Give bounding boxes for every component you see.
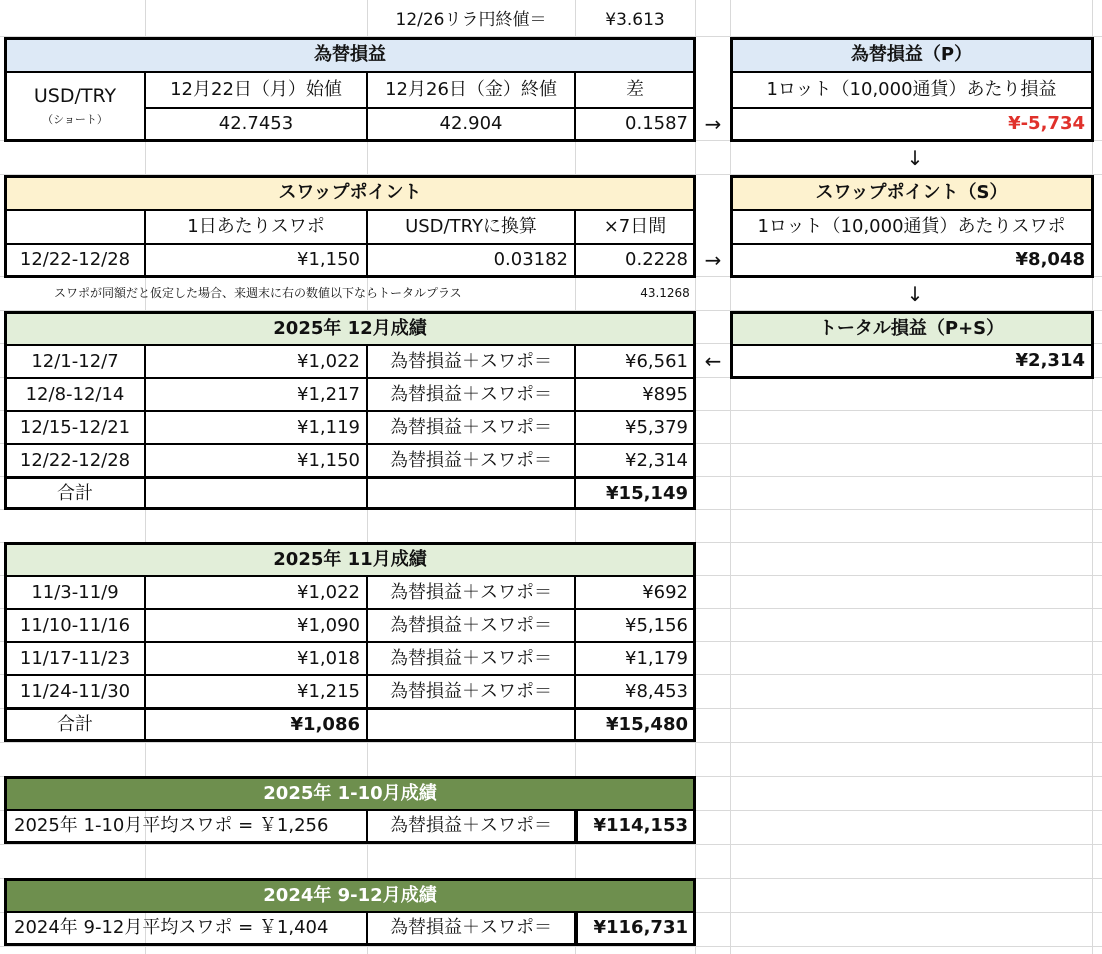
- row-swap: ¥1,215: [145, 675, 367, 708]
- note-text: スワポが同額だと仮定した場合、来週末に右の数値以下ならトータルプラス: [54, 286, 462, 300]
- swap-col-7days: ×7日間: [575, 210, 695, 244]
- total-title: トータル損益（P+S）: [731, 312, 1092, 345]
- row-formula: 為替損益＋スワポ＝: [367, 411, 575, 444]
- swap-blank-header: [5, 210, 145, 244]
- down-arrow-icon: ↓: [906, 282, 924, 306]
- rate-label: 12/26リラ円終値＝: [395, 9, 547, 30]
- total-result: ¥15,149: [575, 478, 695, 509]
- total-label: 合計: [5, 478, 145, 509]
- row-swap: ¥1,022: [145, 345, 367, 378]
- row-swap: ¥1,090: [145, 609, 367, 642]
- row-formula: 為替損益＋スワポ＝: [367, 378, 575, 411]
- row-swap: ¥1,217: [145, 378, 367, 411]
- row-formula: 為替損益＋スワポ＝: [367, 345, 575, 378]
- fx-p-title: 為替損益（P）: [731, 38, 1092, 72]
- fx-position: （ショート）: [42, 113, 108, 126]
- rate-value: ¥3.613: [605, 9, 665, 30]
- row-period: 12/22-12/28: [5, 444, 145, 477]
- row-formula: 為替損益＋スワポ＝: [367, 642, 575, 675]
- swap-col-daily: 1日あたりスワポ: [145, 210, 367, 244]
- y2025-label: 2025年 1-10月平均スワポ = ￥1,256: [5, 810, 367, 842]
- dec-title: 2025年 12月成績: [5, 312, 695, 345]
- y2024-title: 2024年 9-12月成績: [5, 879, 695, 912]
- fx-col-open: 12月22日（月）始値: [145, 72, 367, 108]
- total-blank: [367, 478, 575, 509]
- row-period: 11/3-11/9: [5, 576, 145, 609]
- right-arrow-icon: →: [704, 112, 722, 136]
- swap-conv-value: 0.03182: [367, 244, 575, 276]
- fx-p-value: ¥-5,734: [731, 108, 1092, 140]
- total-value: ¥2,314: [731, 345, 1092, 377]
- note-value: 43.1268: [640, 286, 690, 300]
- y2024-value: ¥116,731: [575, 912, 695, 944]
- row-period: 12/1-12/7: [5, 345, 145, 378]
- nov-title: 2025年 11月成績: [5, 543, 695, 576]
- row-period: 11/17-11/23: [5, 642, 145, 675]
- fx-pair-cell: [5, 72, 145, 140]
- total-result: ¥15,480: [575, 709, 695, 740]
- right-arrow-icon: →: [704, 248, 722, 272]
- row-result: ¥895: [575, 378, 695, 411]
- y2025-formula: 為替損益＋スワポ＝: [367, 810, 575, 842]
- swap-daily-value: ¥1,150: [145, 244, 367, 276]
- total-blank: [367, 709, 575, 740]
- row-result: ¥692: [575, 576, 695, 609]
- row-period: 12/8-12/14: [5, 378, 145, 411]
- row-result: ¥5,156: [575, 609, 695, 642]
- fx-pair: USD/TRY: [33, 85, 117, 107]
- row-period: 11/24-11/30: [5, 675, 145, 708]
- swap-s-title: スワップポイント（S）: [731, 176, 1092, 210]
- row-formula: 為替損益＋スワポ＝: [367, 609, 575, 642]
- y2024-label: 2024年 9-12月平均スワポ = ￥1,404: [5, 912, 367, 944]
- swap-s-value: ¥8,048: [731, 244, 1092, 276]
- fx-col-diff: 差: [575, 72, 695, 108]
- swap-period: 12/22-12/28: [5, 244, 145, 276]
- swap-col-conv: USD/TRYに換算: [367, 210, 575, 244]
- y2025-title: 2025年 1-10月成績: [5, 777, 695, 810]
- row-swap: ¥1,119: [145, 411, 367, 444]
- y2025-value: ¥114,153: [575, 810, 695, 842]
- fx-col-close: 12月26日（金）終値: [367, 72, 575, 108]
- total-swap: [145, 478, 367, 509]
- fx-title: 為替損益: [5, 38, 695, 72]
- swap-title: スワップポイント: [5, 176, 695, 210]
- left-arrow-icon: ←: [704, 349, 722, 373]
- row-result: ¥6,561: [575, 345, 695, 378]
- row-result: ¥2,314: [575, 444, 695, 477]
- row-swap: ¥1,018: [145, 642, 367, 675]
- row-formula: 為替損益＋スワポ＝: [367, 444, 575, 477]
- total-swap: ¥1,086: [145, 709, 367, 740]
- row-swap: ¥1,150: [145, 444, 367, 477]
- row-formula: 為替損益＋スワポ＝: [367, 576, 575, 609]
- swap-7days-value: 0.2228: [575, 244, 695, 276]
- row-formula: 為替損益＋スワポ＝: [367, 675, 575, 708]
- row-result: ¥8,453: [575, 675, 695, 708]
- row-period: 12/15-12/21: [5, 411, 145, 444]
- swap-s-label: 1ロット（10,000通貨）あたりスワポ: [731, 210, 1092, 244]
- fx-p-label: 1ロット（10,000通貨）あたり損益: [731, 72, 1092, 108]
- total-label: 合計: [5, 709, 145, 740]
- row-period: 11/10-11/16: [5, 609, 145, 642]
- y2024-formula: 為替損益＋スワポ＝: [367, 912, 575, 944]
- row-result: ¥1,179: [575, 642, 695, 675]
- fx-diff-value: 0.1587: [575, 108, 695, 140]
- row-result: ¥5,379: [575, 411, 695, 444]
- fx-open-value: 42.7453: [145, 108, 367, 140]
- row-swap: ¥1,022: [145, 576, 367, 609]
- down-arrow-icon: ↓: [906, 146, 924, 170]
- fx-close-value: 42.904: [367, 108, 575, 140]
